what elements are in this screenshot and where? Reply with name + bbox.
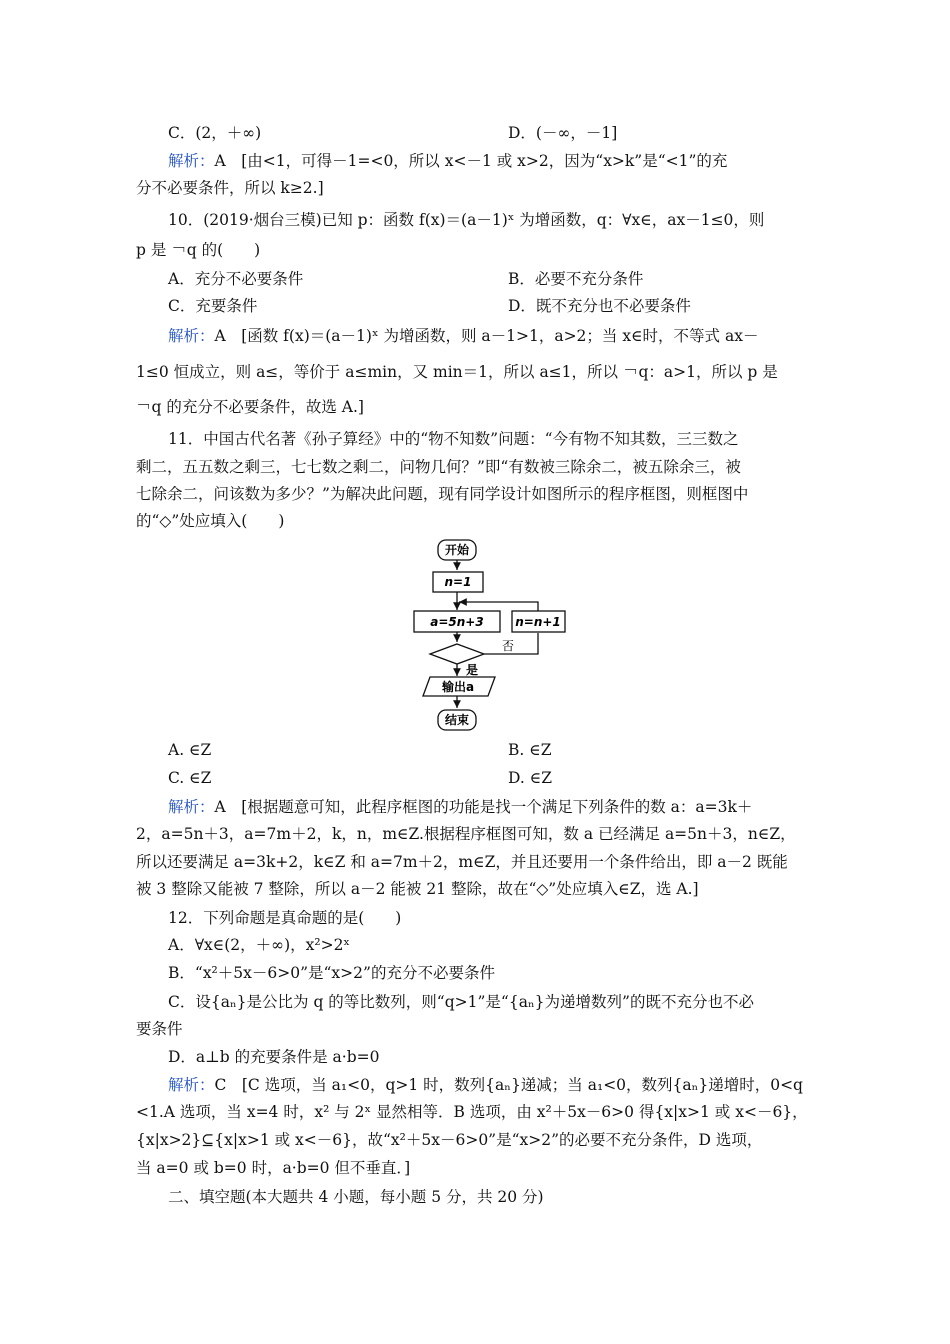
question-10-line: 10．(2019·烟台三模)已知 p：函数 f(x)＝(a－1)ˣ 为增函数，q：∀x∈，ax－1≤0，则 <box>168 211 765 229</box>
answer-line: 被 3 整除又能被 7 整除，所以 a－2 能被 21 整除，故在“◇”处应填入∈Z，选 A.] <box>136 880 699 898</box>
answer-line <box>168 326 758 346</box>
option-c: C．充要条件 <box>168 297 258 315</box>
answer-line: {x|x>2}⊆{x|x>1 或 x<－6}，故“x²＋5x－6>0”是“x>2”的必要不充分条件，D 选项， <box>136 1131 763 1149</box>
option-d: D．a⊥b 的充要条件是 a·b=0 <box>168 1048 380 1066</box>
end-label: 结束 <box>444 713 470 727</box>
section-heading: 二、填空题(本大题共 4 小题，每小题 5 分，共 20 分) <box>168 1188 544 1206</box>
answer-label: 解析： <box>168 798 215 816</box>
answer-line: 分不必要条件，所以 k≥2.] <box>136 179 324 197</box>
question-10-line: p 是 ￢q 的( ) <box>136 241 261 259</box>
init-label: n=1 <box>444 575 472 589</box>
question-11-line: 七除余二，问该数为多少？”为解决此问题，现有同学设计如图所示的程序框图，则框图中 <box>136 485 749 503</box>
answer-line: 当 a=0 或 b=0 时，a·b=0 但不垂直．] <box>136 1159 411 1177</box>
calc-label: a=5n+3 <box>430 615 484 629</box>
yes-label: 是 <box>466 663 479 677</box>
option-c: C．(2，＋∞) <box>168 124 262 142</box>
option-d: D. ∈Z <box>508 769 552 787</box>
start-label: 开始 <box>444 543 470 557</box>
question-11-line: 的“◇”处应填入( ) <box>136 512 285 530</box>
question-11-line: 11．中国古代名著《孙子算经》中的“物不知数”问题：“今有物不知其数，三三数之 <box>168 430 739 448</box>
option-c: C．设{aₙ}是公比为 q 的等比数列，则“q>1”是“{aₙ}为递增数列”的既不充分也不必 <box>168 993 754 1011</box>
answer-text: C [C 选项，当 a₁<0，q>1 时，数列{aₙ}递减；当 a₁<0，数列{aₙ}递增时，0<q <box>214 1076 803 1094</box>
flowchart <box>400 534 580 734</box>
answer-line <box>168 797 752 817</box>
option-d: D．(－∞，－1] <box>508 124 618 142</box>
answer-line: 1≤0 恒成立，则 a≤，等价于 a≤min，又 min＝1，所以 a≤1，所以 ￢q：a>1，所以 p 是 <box>136 363 778 381</box>
answer-text: A [函数 f(x)＝(a－1)ˣ 为增函数，则 a－1>1，a>2；当 x∈时，不等式 ax－ <box>214 327 759 345</box>
output-label: 输出a <box>441 680 475 694</box>
option-c-cont: 要条件 <box>136 1020 183 1038</box>
answer-line: 所以还要满足 a=3k+2，k∈Z 和 a=7m＋2，m∈Z，并且还要用一个条件给出，即 a－2 既能 <box>136 853 788 871</box>
answer-text: A [根据题意可知，此程序框图的功能是找一个满足下列条件的数 a：a=3k＋ <box>214 798 753 816</box>
option-a: A．∀x∈(2，＋∞)，x²>2ˣ <box>168 936 351 954</box>
answer-line <box>168 151 727 171</box>
answer-label: 解析： <box>168 152 215 170</box>
answer-label: 解析： <box>168 327 215 345</box>
option-b: B. ∈Z <box>508 741 552 759</box>
option-b: B．“x²＋5x－6>0”是“x>2”的充分不必要条件 <box>168 964 495 982</box>
option-c: C. ∈Z <box>168 769 212 787</box>
no-label: 否 <box>502 639 515 653</box>
option-b: B．必要不充分条件 <box>508 270 644 288</box>
answer-line: <1.A 选项，当 x=4 时，x² 与 2ˣ 显然相等．B 选项，由 x²＋5x－6>0 得{x|x>1 或 x<－6}， <box>136 1103 808 1121</box>
update-label: n=n+1 <box>515 615 561 629</box>
condition-diamond <box>430 644 484 664</box>
question-12-line: 12．下列命题是真命题的是( ) <box>168 909 402 927</box>
question-11-line: 剩二，五五数之剩三，七七数之剩二，问物几何？”即“有数被三除余二，被五除余三，被 <box>136 458 741 476</box>
answer-label: 解析： <box>168 1076 215 1094</box>
option-a: A．充分不必要条件 <box>168 270 304 288</box>
answer-text: A [由<1，可得－1=<0，所以 x<－1 或 x>2，因为“x>k”是“<1”的充 <box>214 152 728 170</box>
answer-line: 2，a=5n＋3，a=7m＋2，k，n，m∈Z.根据程序框图可知，数 a 已经满足 a=5n＋3，n∈Z， <box>136 825 796 843</box>
answer-line <box>168 1075 803 1095</box>
option-a: A. ∈Z <box>168 741 212 759</box>
answer-line: ￢q 的充分不必要条件，故选 A.] <box>136 398 364 416</box>
option-d: D．既不充分也不必要条件 <box>508 297 691 315</box>
